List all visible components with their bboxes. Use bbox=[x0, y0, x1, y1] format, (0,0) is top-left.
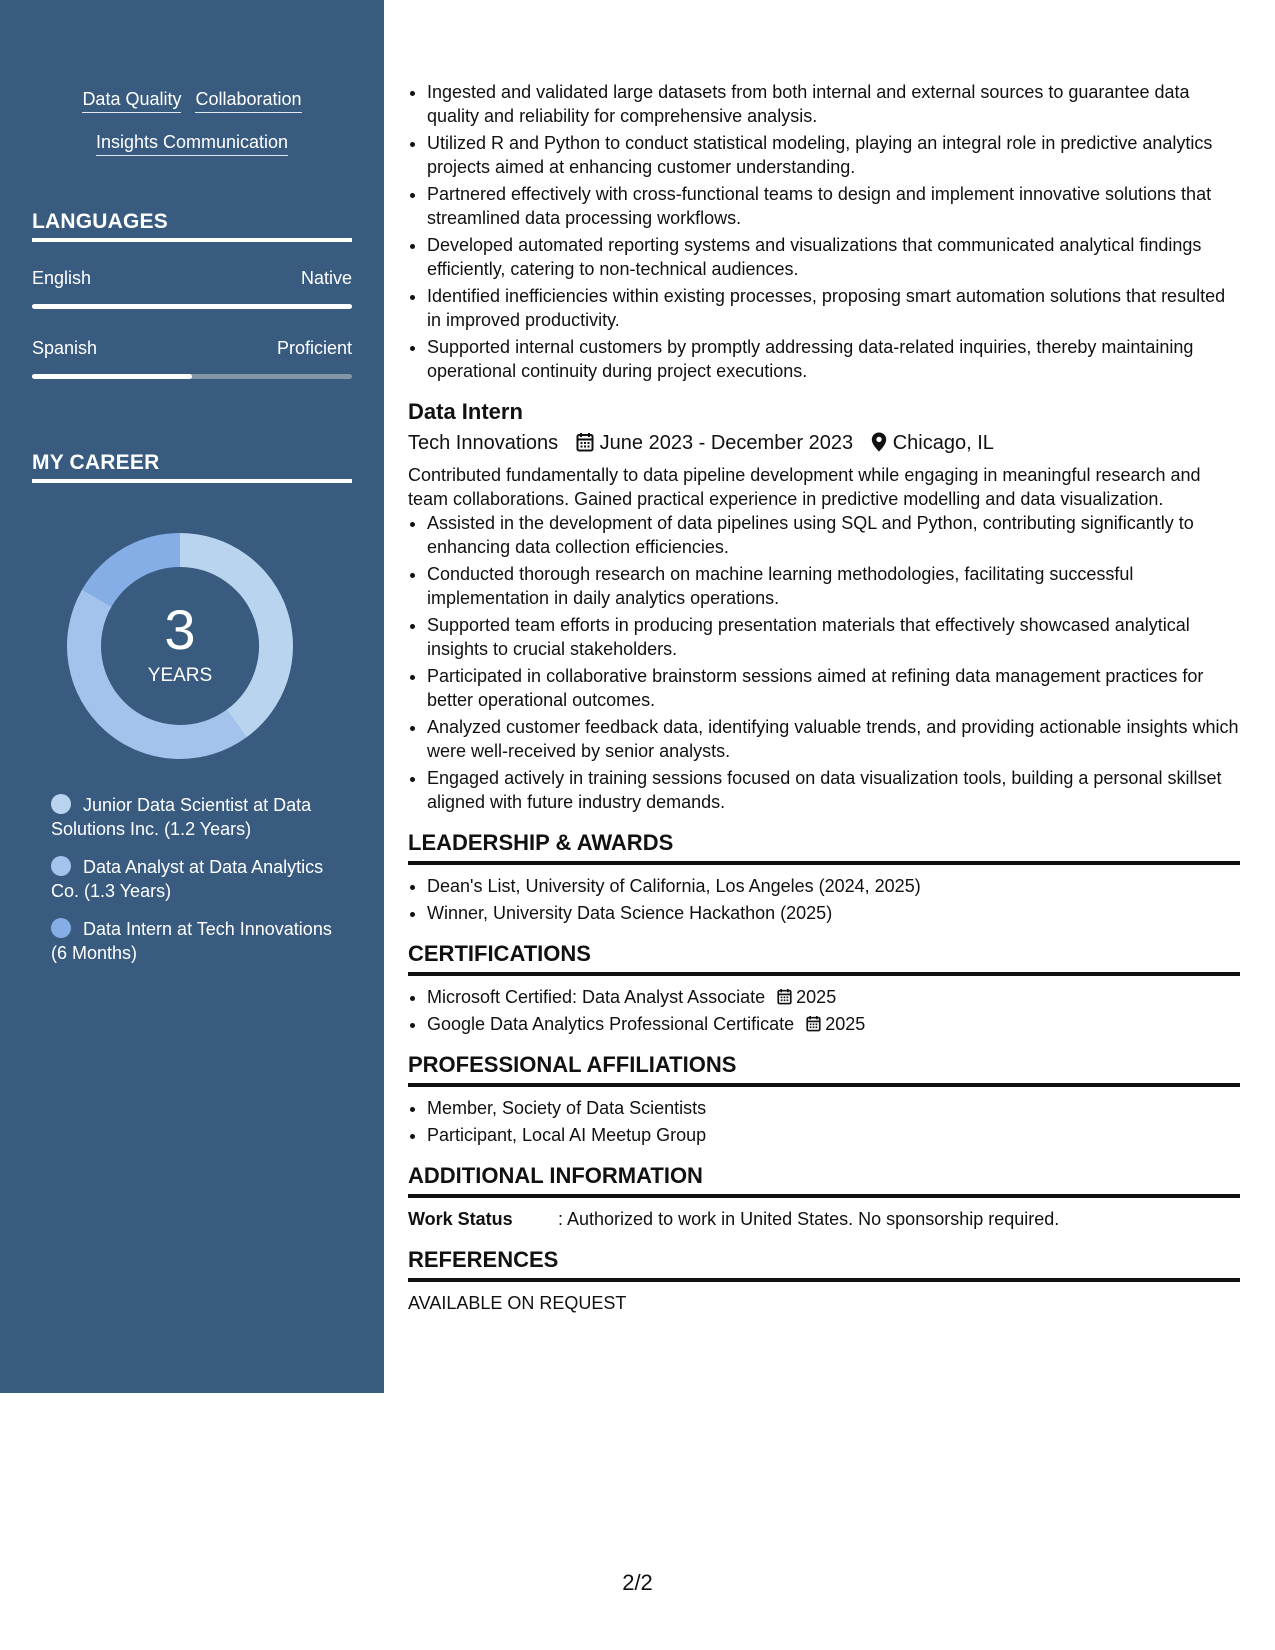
job-company: Tech Innovations bbox=[408, 432, 559, 454]
list-item: • Dean's List, University of California, Los Angeles (2024, 2025) bbox=[427, 874, 1240, 898]
list-item: • Developed automated reporting systems and visualizations that communicated analytical findings efficiently, catering to non-technical audiences. bbox=[427, 233, 1240, 281]
additional-info-heading: ADDITIONAL INFORMATION bbox=[408, 1161, 1240, 1198]
career-heading: MY CAREER bbox=[32, 451, 352, 483]
skill-tag: Insights Communication bbox=[96, 129, 288, 156]
list-item: • Winner, University Data Science Hackathon (2025) bbox=[427, 901, 1240, 925]
list-item: • Conducted thorough research on machine learning methodologies, facilitating successful implementation in daily analytics operations. bbox=[427, 562, 1240, 610]
languages-heading: LANGUAGES bbox=[32, 210, 352, 242]
certification-name: Microsoft Certified: Data Analyst Associate bbox=[427, 987, 766, 1007]
list-item: • Assisted in the development of data pipelines using SQL and Python, contributing significantly to enhancing data collection efficiencies. bbox=[427, 511, 1240, 559]
certifications-list bbox=[408, 985, 1240, 1036]
skill-tag: Collaboration bbox=[195, 86, 301, 113]
references-heading: REFERENCES bbox=[408, 1245, 1240, 1282]
language-bar-fill bbox=[32, 374, 192, 379]
language-bar-track bbox=[32, 374, 352, 379]
list-item: • Utilized R and Python to conduct statistical modeling, playing an integral role in predictive analytics projects aimed at enhancing customer understanding. bbox=[427, 131, 1240, 179]
previous-job-bullets bbox=[408, 80, 1240, 383]
career-legend-label: Data Intern at Tech Innovations (6 Months) bbox=[51, 919, 332, 963]
language-bar-fill bbox=[32, 304, 352, 309]
list-item: • Participant, Local AI Meetup Group bbox=[427, 1123, 1240, 1147]
references-text: AVAILABLE ON REQUEST bbox=[408, 1293, 627, 1313]
work-status-label: Work Status bbox=[408, 1209, 513, 1229]
work-status-row bbox=[408, 1207, 1240, 1231]
list-item: • Supported internal customers by promptly addressing data-related inquiries, thereby maintaining operational continuity during project executions. bbox=[427, 335, 1240, 383]
location-pin-icon bbox=[871, 432, 887, 452]
certification-year: 2025 bbox=[825, 1014, 866, 1034]
list-item: • Engaged actively in training sessions focused on data visualization tools, building a personal skillset aligned with future industry demands. bbox=[427, 766, 1240, 814]
list-item: • Supported team efforts in producing presentation materials that effectively showcased analytical insights to crucial stakeholders. bbox=[427, 613, 1240, 661]
page-number: 2/2 bbox=[622, 1570, 653, 1595]
language-level: Native bbox=[300, 268, 352, 288]
certification-name: Google Data Analytics Professional Certificate bbox=[427, 1014, 795, 1034]
main-content bbox=[408, 80, 1240, 1315]
job-dates: June 2023 - December 2023 bbox=[599, 432, 854, 454]
language-level: Proficient bbox=[276, 338, 352, 358]
job-bullets bbox=[408, 511, 1240, 814]
career-legend-label: Data Analyst at Data Analytics Co. (1.3 Years) bbox=[51, 857, 324, 901]
legend-dot bbox=[51, 794, 71, 814]
career-legend-item bbox=[51, 793, 341, 841]
career-legend-label: Junior Data Scientist at Data Solutions Inc. (1.2 Years) bbox=[51, 795, 312, 839]
certification-year: 2025 bbox=[796, 987, 837, 1007]
affiliations-heading: PROFESSIONAL AFFILIATIONS bbox=[408, 1050, 1240, 1087]
skills-row bbox=[0, 129, 384, 156]
sidebar bbox=[0, 0, 384, 1393]
list-item: • Participated in collaborative brainstorm sessions aimed at refining data management practices for better operational outcomes. bbox=[427, 664, 1240, 712]
career-legend-item bbox=[51, 917, 341, 965]
language-name: Spanish bbox=[32, 338, 98, 358]
calendar-icon bbox=[576, 432, 594, 452]
list-item: • Ingested and validated large datasets from both internal and external sources to guarantee data quality and reliability for comprehensive analysis. bbox=[427, 80, 1240, 128]
donut-segment bbox=[97, 550, 180, 598]
list-item: • Analyzed customer feedback data, identifying valuable trends, and providing actionable insights which were well-received by senior analysts. bbox=[427, 715, 1240, 763]
job-meta bbox=[408, 428, 1240, 458]
job-description: Contributed fundamentally to data pipeline development while engaging in meaningful research and team collaborations. Gained practical experience in predictive modelling and data visualization. bbox=[408, 465, 1201, 509]
list-item bbox=[427, 1012, 1240, 1036]
leadership-list bbox=[408, 874, 1240, 925]
calendar-icon bbox=[777, 988, 792, 1005]
list-item: • Identified inefficiencies within existing processes, proposing smart automation solutions that resulted in improved productivity. bbox=[427, 284, 1240, 332]
list-item: • Partnered effectively with cross-functional teams to design and implement innovative solutions that streamlined data processing workflows. bbox=[427, 182, 1240, 230]
leadership-heading: LEADERSHIP & AWARDS bbox=[408, 828, 1240, 865]
language-bar-track bbox=[32, 304, 352, 309]
career-total-unit: YEARS bbox=[147, 665, 213, 686]
calendar-icon bbox=[806, 1015, 821, 1032]
list-item: • Member, Society of Data Scientists bbox=[427, 1096, 1240, 1120]
career-legend bbox=[51, 793, 341, 979]
skills-row bbox=[0, 86, 384, 113]
job-location: Chicago, IL bbox=[892, 432, 994, 454]
career-total-years: 3 bbox=[164, 598, 196, 661]
skill-tag: Data Quality bbox=[82, 86, 181, 113]
language-name: English bbox=[32, 268, 92, 288]
job-title: Data Intern bbox=[408, 399, 523, 424]
career-legend-item bbox=[51, 855, 341, 903]
certifications-heading: CERTIFICATIONS bbox=[408, 939, 1240, 976]
affiliations-list bbox=[408, 1096, 1240, 1147]
legend-dot bbox=[51, 856, 71, 876]
list-item bbox=[427, 985, 1240, 1009]
skills-list bbox=[0, 0, 384, 156]
work-status-value: : Authorized to work in United States. No sponsorship required. bbox=[558, 1209, 1060, 1229]
legend-dot bbox=[51, 918, 71, 938]
